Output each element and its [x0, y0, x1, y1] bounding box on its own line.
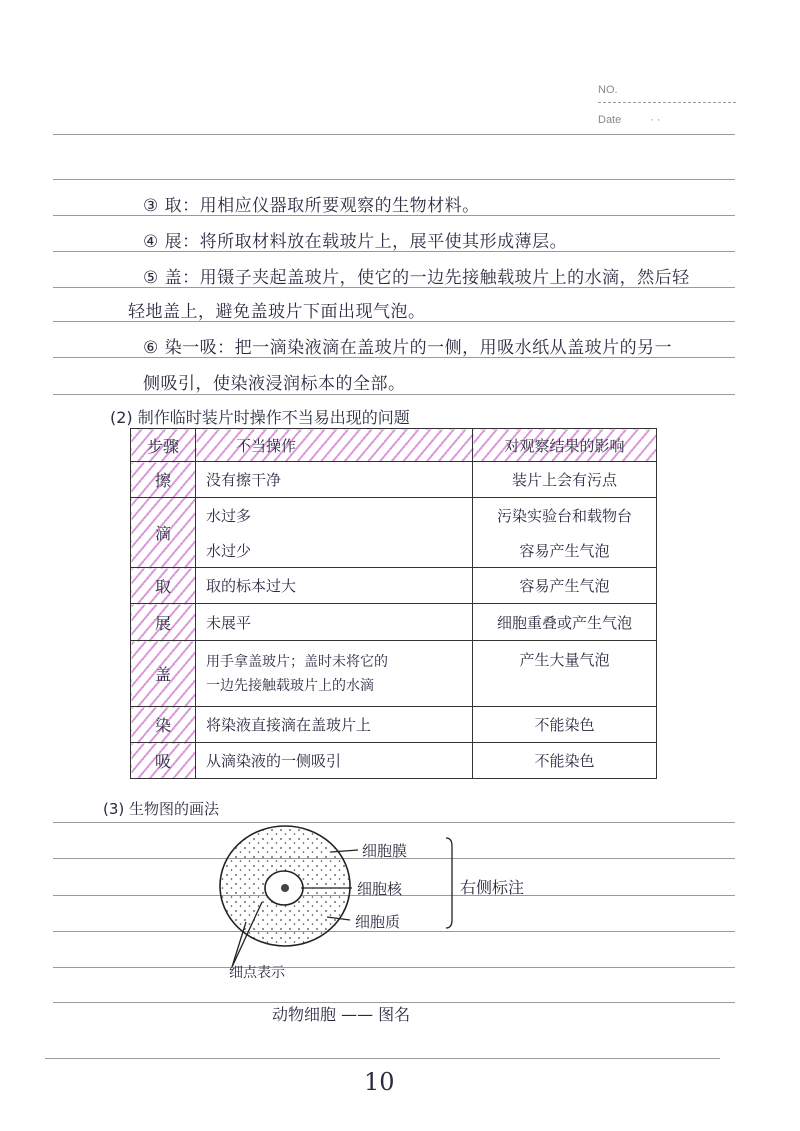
label-cell-membrane: 细胞膜	[362, 842, 408, 860]
row-step-ca: 擦	[131, 462, 196, 498]
step-5-text-line2: 轻地盖上，避免盖玻片下面出现气泡。	[128, 302, 426, 322]
nucleolus-dot	[281, 884, 289, 892]
row-op-ca: 没有擦干净	[196, 462, 473, 498]
header-step: 步骤	[131, 429, 196, 462]
row-op-xi: 从滴染液的一侧吸引	[196, 743, 473, 779]
step-3-text: ③ 取：用相应仪器取所要观察的生物材料。	[143, 196, 480, 216]
header-effect: 对观察结果的影响	[473, 429, 657, 462]
section-2-title: (2) 制作临时装片时操作不当易出现的问题	[110, 408, 410, 427]
cell-drawing	[220, 826, 350, 946]
section-3-title: (3) 生物图的画法	[103, 800, 220, 818]
row-eff-di-2: 容易产生气泡	[473, 534, 657, 568]
row-eff-qu: 容易产生气泡	[473, 568, 657, 604]
row-eff-gai: 产生大量气泡	[473, 641, 657, 707]
date-separators: · ·	[650, 114, 661, 126]
row-eff-di-1: 污染实验台和载物台	[473, 498, 657, 534]
row-op-gai-line1: 用手拿盖玻片；盖时未将它的	[206, 653, 388, 670]
row-step-di: 滴	[131, 498, 196, 568]
row-op-di-2: 水过少	[196, 534, 473, 568]
label-dots-note: 细点表示	[229, 965, 285, 981]
step-6-text-line1: ⑥ 染一吸：把一滴染液滴在盖玻片的一侧，用吸水纸从盖玻片的另一	[143, 338, 673, 358]
date-label: Date	[598, 114, 622, 126]
step-5-text-line1: ⑤ 盖：用镊子夹起盖玻片，使它的一边先接触载玻片上的水滴，然后轻	[143, 268, 690, 288]
row-eff-xi: 不能染色	[473, 743, 657, 779]
row-op-ran: 将染液直接滴在盖玻片上	[196, 707, 473, 743]
row-eff-ran: 不能染色	[473, 707, 657, 743]
header-operation: 不当操作	[196, 429, 473, 462]
row-eff-zhan: 细胞重叠或产生气泡	[473, 604, 657, 641]
row-step-xi: 吸	[131, 743, 196, 779]
row-step-ran: 染	[131, 707, 196, 743]
step-6-text-line2: 侧吸引，使染液浸润标本的全部。	[143, 374, 406, 394]
row-eff-ca: 装片上会有污点	[473, 462, 657, 498]
no-label: NO.	[598, 84, 618, 96]
row-op-qu: 取的标本过大	[196, 568, 473, 604]
row-step-gai: 盖	[131, 641, 196, 707]
row-step-qu: 取	[131, 568, 196, 604]
row-op-gai-line2: 一边先接触载玻片上的水滴	[206, 677, 374, 694]
row-op-di-1: 水过多	[196, 498, 473, 534]
step-4-text: ④ 展：将所取材料放在载玻片上，展平使其形成薄层。	[143, 232, 568, 252]
label-nucleus: 细胞核	[357, 880, 403, 898]
label-cytoplasm: 细胞质	[355, 913, 401, 931]
diagram-caption: 动物细胞 —— 图名	[272, 1005, 411, 1024]
row-op-zhan: 未展平	[196, 604, 473, 641]
label-right-note: 右侧标注	[460, 878, 525, 897]
row-step-zhan: 展	[131, 604, 196, 641]
page-number: 10	[364, 1068, 395, 1096]
